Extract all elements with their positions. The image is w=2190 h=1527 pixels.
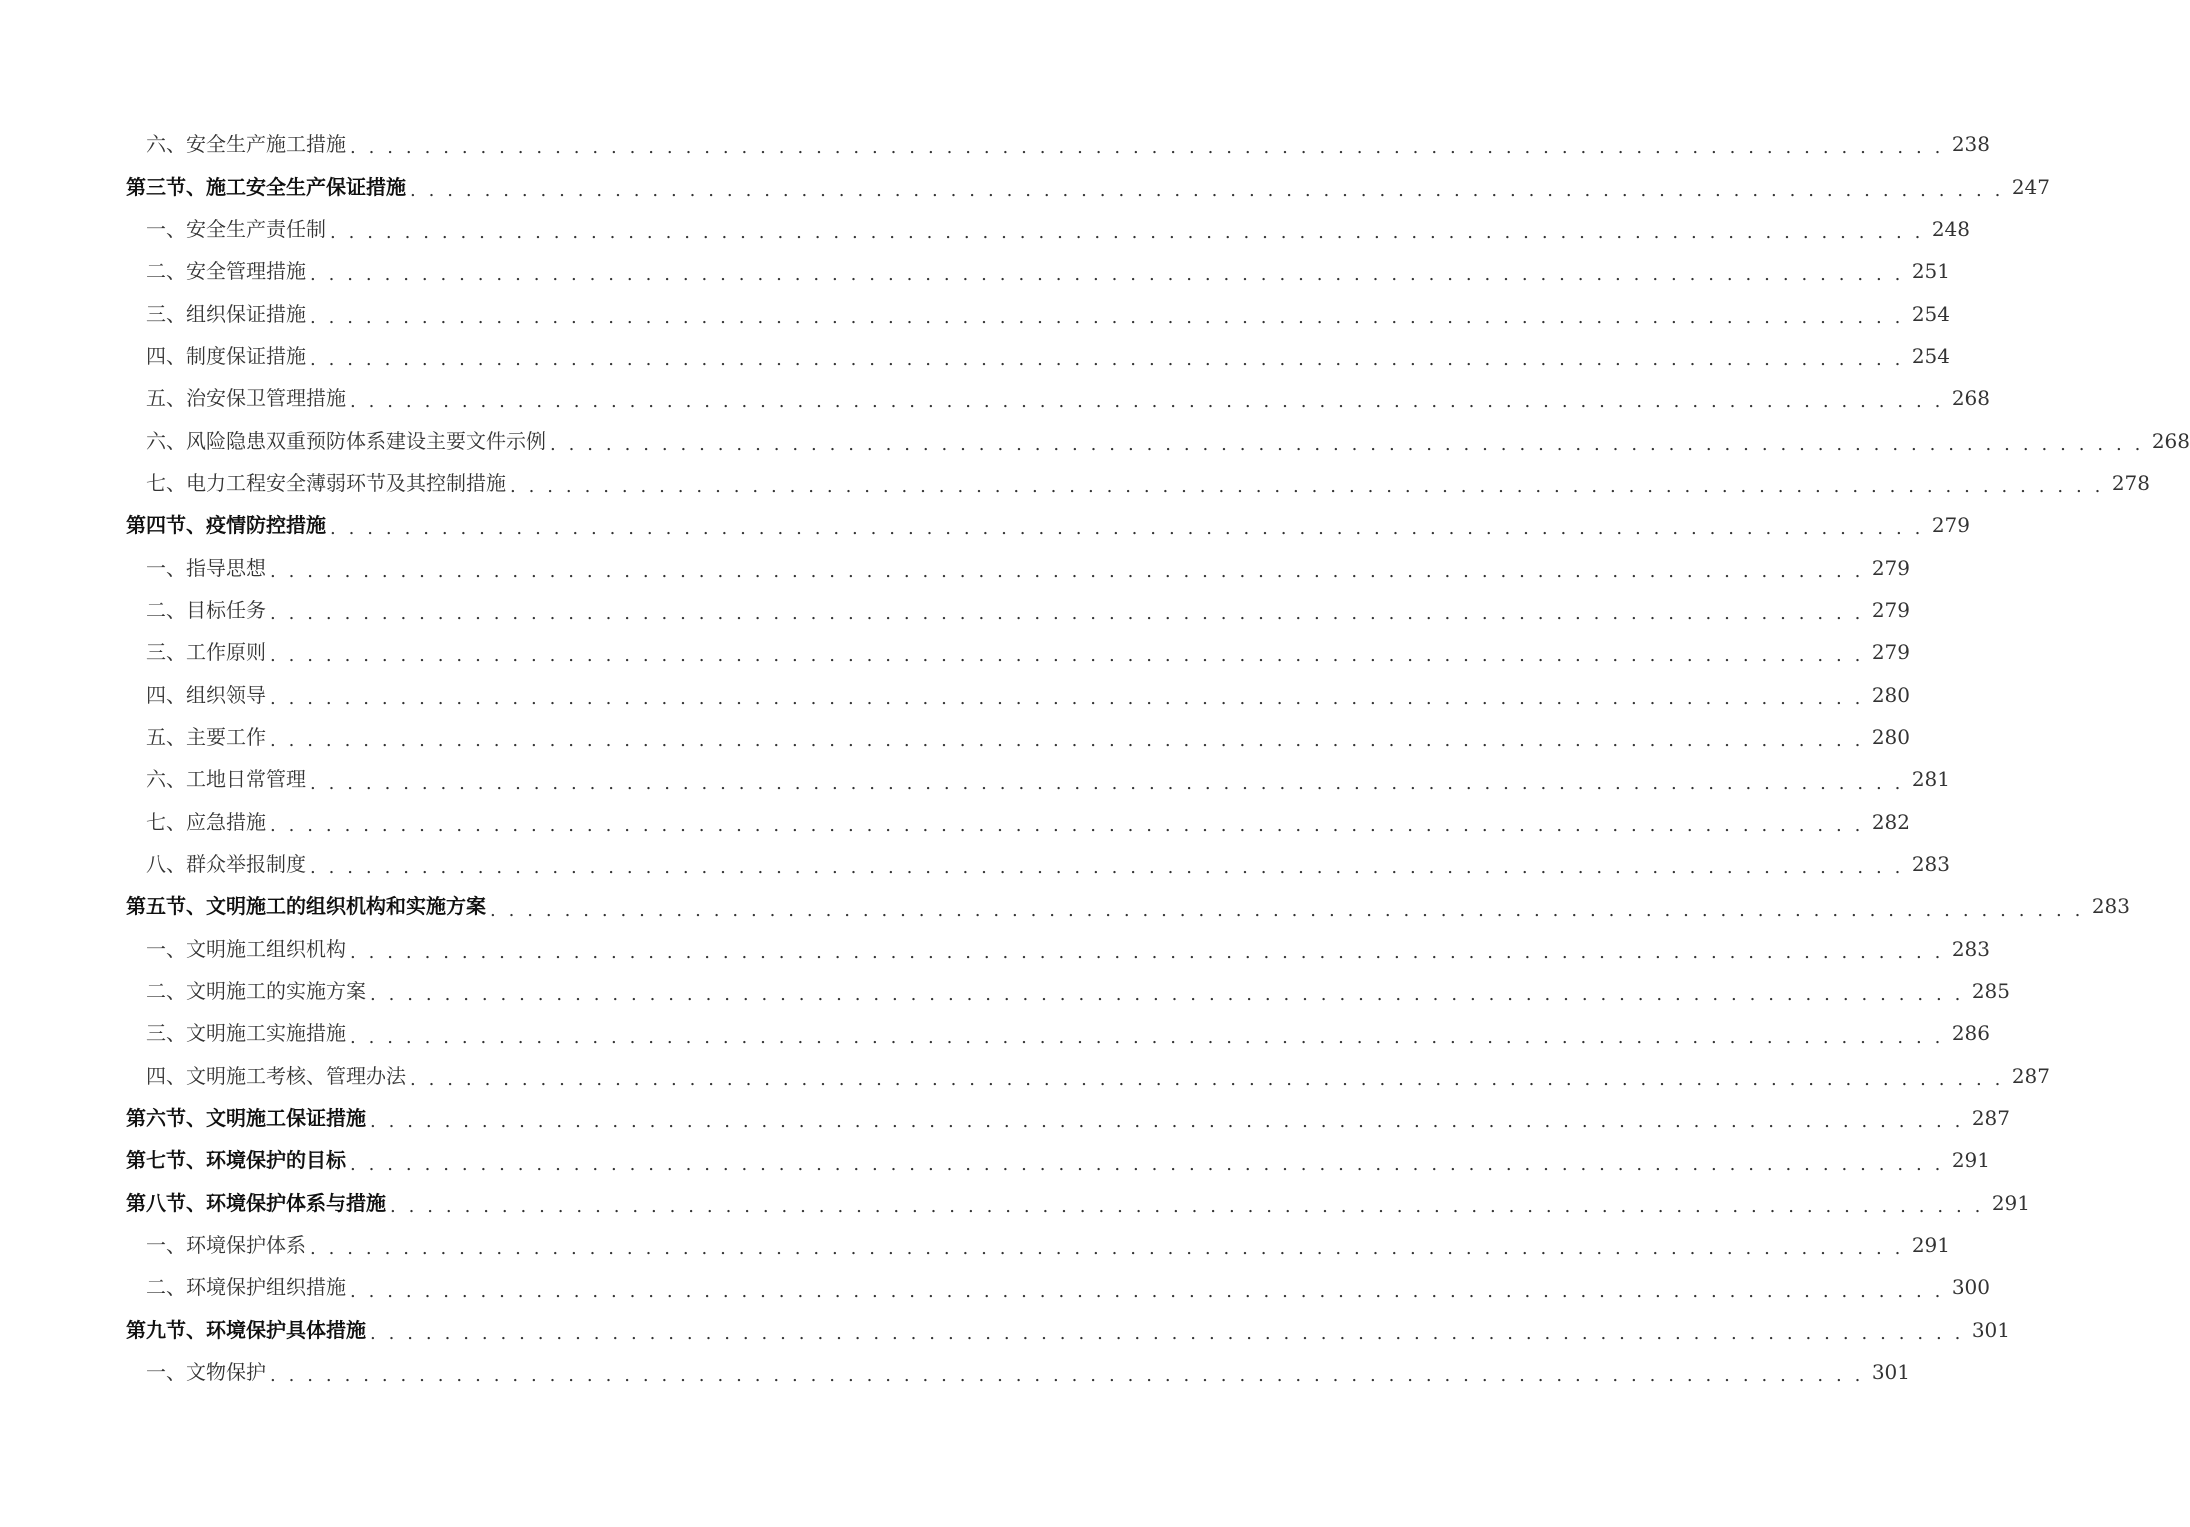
toc-subsection-entry[interactable] — [0, 970, 2011, 1012]
toc-dot-leader: . . . . . . . . . . . . . . . . . . . . . . . . . . . . . . . . . . . . . . . . . . . . . . . . . . . . . . . . . . . . . . . . . . . . . . . . . . . . . . . . . . . . . . — [310, 772, 1905, 794]
toc-dot-leader: . . . . . . . . . . . . . . . . . . . . . . . . . . . . . . . . . . . . . . . . . . . . . . . . . . . . . . . . . . . . . . . . . . . . . . . . . . . . . . . . . . . . . . — [370, 1111, 1965, 1133]
toc-page-number: 254 — [1911, 301, 1951, 326]
toc-subsection-entry[interactable] — [0, 377, 1991, 419]
toc-entry-title: 二、安全管理措施 — [146, 259, 306, 284]
toc-entry-title: 六、风险隐患双重预防体系建设主要文件示例 — [146, 428, 546, 453]
toc-page-number: 291 — [1951, 1148, 1991, 1173]
toc-dot-leader: . . . . . . . . . . . . . . . . . . . . . . . . . . . . . . . . . . . . . . . . . . . . . . . . . . . . . . . . . . . . . . . . . . . . . . . . . . . . . . . . . . . . . . — [410, 179, 2005, 201]
toc-page-number: 291 — [1911, 1233, 1951, 1258]
toc-entry-title: 五、主要工作 — [146, 724, 266, 749]
toc-page-number: 254 — [1911, 343, 1951, 368]
toc-dot-leader: . . . . . . . . . . . . . . . . . . . . . . . . . . . . . . . . . . . . . . . . . . . . . . . . . . . . . . . . . . . . . . . . . . . . . . . . . . . . . . . . . . . . . . — [410, 1068, 2005, 1090]
toc-page-number: 283 — [2091, 894, 2131, 919]
toc-subsection-entry[interactable] — [0, 716, 1911, 758]
toc-subsection-entry[interactable] — [0, 1266, 1991, 1308]
toc-subsection-entry[interactable] — [0, 843, 1951, 885]
toc-dot-leader: . . . . . . . . . . . . . . . . . . . . . . . . . . . . . . . . . . . . . . . . . . . . . . . . . . . . . . . . . . . . . . . . . . . . . . . . . . . . . . . . . . . . . . — [350, 1280, 1945, 1302]
toc-entry-title: 四、文明施工考核、管理办法 — [146, 1063, 406, 1088]
toc-page-number: 248 — [1931, 216, 1971, 241]
toc-subsection-entry[interactable] — [0, 419, 2190, 461]
toc-entry-title: 第七节、环境保护的目标 — [126, 1148, 346, 1173]
toc-subsection-entry[interactable] — [0, 250, 1951, 292]
toc-subsection-entry[interactable] — [0, 208, 1971, 250]
toc-entry-title: 第六节、文明施工保证措施 — [126, 1106, 366, 1131]
toc-dot-leader: . . . . . . . . . . . . . . . . . . . . . . . . . . . . . . . . . . . . . . . . . . . . . . . . . . . . . . . . . . . . . . . . . . . . . . . . . . . . . . . . . . . . . . — [350, 137, 1945, 159]
toc-page-number: 238 — [1951, 132, 1991, 157]
toc-entry-title: 三、文明施工实施措施 — [146, 1021, 346, 1046]
toc-subsection-entry[interactable] — [0, 123, 1991, 165]
toc-subsection-entry[interactable] — [0, 462, 2151, 504]
toc-dot-leader: . . . . . . . . . . . . . . . . . . . . . . . . . . . . . . . . . . . . . . . . . . . . . . . . . . . . . . . . . . . . . . . . . . . . . . . . . . . . . . . . . . . . . . — [370, 984, 1965, 1006]
toc-page-number: 285 — [1971, 979, 2011, 1004]
toc-dot-leader: . . . . . . . . . . . . . . . . . . . . . . . . . . . . . . . . . . . . . . . . . . . . . . . . . . . . . . . . . . . . . . . . . . . . . . . . . . . . . . . . . . . . . . — [390, 1195, 1985, 1217]
toc-page-number: 280 — [1871, 724, 1911, 749]
toc-dot-leader: . . . . . . . . . . . . . . . . . . . . . . . . . . . . . . . . . . . . . . . . . . . . . . . . . . . . . . . . . . . . . . . . . . . . . . . . . . . . . . . . . . . . . . — [310, 306, 1905, 328]
toc-entry-title: 第三节、施工安全生产保证措施 — [126, 174, 406, 199]
toc-page-number: 287 — [1971, 1106, 2011, 1131]
toc-entry-title: 四、制度保证措施 — [146, 343, 306, 368]
toc-subsection-entry[interactable] — [0, 928, 1991, 970]
toc-page-number: 286 — [1951, 1021, 1991, 1046]
toc-dot-leader: . . . . . . . . . . . . . . . . . . . . . . . . . . . . . . . . . . . . . . . . . . . . . . . . . . . . . . . . . . . . . . . . . . . . . . . . . . . . . . . . . . . . . . — [270, 814, 1865, 836]
toc-subsection-entry[interactable] — [0, 335, 1951, 377]
toc-page-number: 301 — [1871, 1360, 1911, 1385]
toc-page-number: 301 — [1971, 1317, 2011, 1342]
toc-subsection-entry[interactable] — [0, 758, 1951, 800]
toc-entry-title: 七、应急措施 — [146, 809, 266, 834]
toc-dot-leader: . . . . . . . . . . . . . . . . . . . . . . . . . . . . . . . . . . . . . . . . . . . . . . . . . . . . . . . . . . . . . . . . . . . . . . . . . . . . . . . . . . . . . . — [270, 730, 1865, 752]
toc-entry-title: 五、治安保卫管理措施 — [146, 386, 346, 411]
toc-dot-leader: . . . . . . . . . . . . . . . . . . . . . . . . . . . . . . . . . . . . . . . . . . . . . . . . . . . . . . . . . . . . . . . . . . . . . . . . . . . . . . . . . . . . . . — [350, 941, 1945, 963]
toc-entry-title: 一、文物保护 — [146, 1360, 266, 1385]
toc-entry-title: 三、组织保证措施 — [146, 301, 306, 326]
toc-dot-leader: . . . . . . . . . . . . . . . . . . . . . . . . . . . . . . . . . . . . . . . . . . . . . . . . . . . . . . . . . . . . . . . . . . . . . . . . . . . . . . . . . . . . . . — [330, 222, 1925, 244]
toc-dot-leader: . . . . . . . . . . . . . . . . . . . . . . . . . . . . . . . . . . . . . . . . . . . . . . . . . . . . . . . . . . . . . . . . . . . . . . . . . . . . . . . . . . . . . . — [350, 1026, 1945, 1048]
table-of-contents — [0, 123, 2190, 1393]
toc-dot-leader: . . . . . . . . . . . . . . . . . . . . . . . . . . . . . . . . . . . . . . . . . . . . . . . . . . . . . . . . . . . . . . . . . . . . . . . . . . . . . . . . . . . . . . — [310, 349, 1905, 371]
toc-section-entry[interactable] — [0, 504, 1971, 546]
toc-subsection-entry[interactable] — [0, 631, 1911, 673]
toc-entry-title: 第四节、疫情防控措施 — [126, 513, 326, 538]
toc-subsection-entry[interactable] — [0, 546, 1911, 588]
toc-entry-title: 二、目标任务 — [146, 597, 266, 622]
toc-page-number: 268 — [2151, 428, 2190, 453]
toc-dot-leader: . . . . . . . . . . . . . . . . . . . . . . . . . . . . . . . . . . . . . . . . . . . . . . . . . . . . . . . . . . . . . . . . . . . . . . . . . . . . . . . . . . . . . . — [490, 899, 2085, 921]
toc-entry-title: 七、电力工程安全薄弱环节及其控制措施 — [146, 470, 506, 495]
toc-subsection-entry[interactable] — [0, 801, 1911, 843]
toc-entry-title: 八、群众举报制度 — [146, 852, 306, 877]
toc-page-number: 279 — [1871, 640, 1911, 665]
toc-page-number: 287 — [2011, 1063, 2051, 1088]
toc-entry-title: 第九节、环境保护具体措施 — [126, 1317, 366, 1342]
toc-section-entry[interactable] — [0, 1097, 2011, 1139]
toc-entry-title: 一、安全生产责任制 — [146, 216, 326, 241]
toc-page-number: 291 — [1991, 1190, 2031, 1215]
toc-dot-leader: . . . . . . . . . . . . . . . . . . . . . . . . . . . . . . . . . . . . . . . . . . . . . . . . . . . . . . . . . . . . . . . . . . . . . . . . . . . . . . . . . . . . . . — [310, 1238, 1905, 1260]
toc-entry-title: 二、环境保护组织措施 — [146, 1275, 346, 1300]
toc-dot-leader: . . . . . . . . . . . . . . . . . . . . . . . . . . . . . . . . . . . . . . . . . . . . . . . . . . . . . . . . . . . . . . . . . . . . . . . . . . . . . . . . . . . . . . — [350, 391, 1945, 413]
toc-dot-leader: . . . . . . . . . . . . . . . . . . . . . . . . . . . . . . . . . . . . . . . . . . . . . . . . . . . . . . . . . . . . . . . . . . . . . . . . . . . . . . . . . . . . . . — [270, 603, 1865, 625]
toc-entry-title: 六、安全生产施工措施 — [146, 132, 346, 157]
toc-subsection-entry[interactable] — [0, 292, 1951, 334]
toc-dot-leader: . . . . . . . . . . . . . . . . . . . . . . . . . . . . . . . . . . . . . . . . . . . . . . . . . . . . . . . . . . . . . . . . . . . . . . . . . . . . . . . . . . . . . . — [550, 433, 2145, 455]
toc-page-number: 280 — [1871, 682, 1911, 707]
toc-entry-title: 二、文明施工的实施方案 — [146, 979, 366, 1004]
toc-entry-title: 六、工地日常管理 — [146, 767, 306, 792]
toc-dot-leader: . . . . . . . . . . . . . . . . . . . . . . . . . . . . . . . . . . . . . . . . . . . . . . . . . . . . . . . . . . . . . . . . . . . . . . . . . . . . . . . . . . . . . . — [270, 1365, 1865, 1387]
toc-page-number: 279 — [1931, 513, 1971, 538]
toc-subsection-entry[interactable] — [0, 1055, 2051, 1097]
toc-section-entry[interactable] — [0, 1139, 1991, 1181]
toc-entry-title: 四、组织领导 — [146, 682, 266, 707]
toc-entry-title: 一、文明施工组织机构 — [146, 936, 346, 961]
toc-page-number: 300 — [1951, 1275, 1991, 1300]
toc-page-number: 251 — [1911, 259, 1951, 284]
toc-dot-leader: . . . . . . . . . . . . . . . . . . . . . . . . . . . . . . . . . . . . . . . . . . . . . . . . . . . . . . . . . . . . . . . . . . . . . . . . . . . . . . . . . . . . . . — [270, 645, 1865, 667]
toc-entry-title: 三、工作原则 — [146, 640, 266, 665]
toc-page-number: 247 — [2011, 174, 2051, 199]
toc-dot-leader: . . . . . . . . . . . . . . . . . . . . . . . . . . . . . . . . . . . . . . . . . . . . . . . . . . . . . . . . . . . . . . . . . . . . . . . . . . . . . . . . . . . . . . — [310, 857, 1905, 879]
toc-dot-leader: . . . . . . . . . . . . . . . . . . . . . . . . . . . . . . . . . . . . . . . . . . . . . . . . . . . . . . . . . . . . . . . . . . . . . . . . . . . . . . . . . . . . . . — [370, 1322, 1965, 1344]
toc-subsection-entry[interactable] — [0, 589, 1911, 631]
toc-dot-leader: . . . . . . . . . . . . . . . . . . . . . . . . . . . . . . . . . . . . . . . . . . . . . . . . . . . . . . . . . . . . . . . . . . . . . . . . . . . . . . . . . . . . . . — [330, 518, 1925, 540]
toc-dot-leader: . . . . . . . . . . . . . . . . . . . . . . . . . . . . . . . . . . . . . . . . . . . . . . . . . . . . . . . . . . . . . . . . . . . . . . . . . . . . . . . . . . . . . . — [350, 1153, 1945, 1175]
toc-entry-title: 一、指导思想 — [146, 555, 266, 580]
toc-page-number: 268 — [1951, 386, 1991, 411]
toc-dot-leader: . . . . . . . . . . . . . . . . . . . . . . . . . . . . . . . . . . . . . . . . . . . . . . . . . . . . . . . . . . . . . . . . . . . . . . . . . . . . . . . . . . . . . . — [310, 264, 1905, 286]
toc-page-number: 281 — [1911, 767, 1951, 792]
toc-section-entry[interactable] — [0, 1309, 2011, 1351]
toc-page-number: 282 — [1871, 809, 1911, 834]
toc-subsection-entry[interactable] — [0, 673, 1911, 715]
toc-page-number: 278 — [2111, 470, 2151, 495]
toc-section-entry[interactable] — [0, 1182, 2031, 1224]
toc-entry-title: 第八节、环境保护体系与措施 — [126, 1190, 386, 1215]
toc-page-number: 279 — [1871, 597, 1911, 622]
toc-subsection-entry[interactable] — [0, 1012, 1991, 1054]
toc-entry-title: 第五节、文明施工的组织机构和实施方案 — [126, 894, 486, 919]
toc-page-number: 283 — [1951, 936, 1991, 961]
toc-entry-title: 一、环境保护体系 — [146, 1233, 306, 1258]
toc-page-number: 283 — [1911, 852, 1951, 877]
toc-page-number: 279 — [1871, 555, 1911, 580]
toc-subsection-entry[interactable] — [0, 1351, 1911, 1393]
toc-subsection-entry[interactable] — [0, 1224, 1951, 1266]
toc-section-entry[interactable] — [0, 885, 2131, 927]
toc-dot-leader: . . . . . . . . . . . . . . . . . . . . . . . . . . . . . . . . . . . . . . . . . . . . . . . . . . . . . . . . . . . . . . . . . . . . . . . . . . . . . . . . . . . . . . — [270, 687, 1865, 709]
toc-section-entry[interactable] — [0, 165, 2051, 207]
toc-dot-leader: . . . . . . . . . . . . . . . . . . . . . . . . . . . . . . . . . . . . . . . . . . . . . . . . . . . . . . . . . . . . . . . . . . . . . . . . . . . . . . . . . . . . . . — [270, 560, 1865, 582]
toc-dot-leader: . . . . . . . . . . . . . . . . . . . . . . . . . . . . . . . . . . . . . . . . . . . . . . . . . . . . . . . . . . . . . . . . . . . . . . . . . . . . . . . . . . . . . . — [510, 476, 2105, 498]
